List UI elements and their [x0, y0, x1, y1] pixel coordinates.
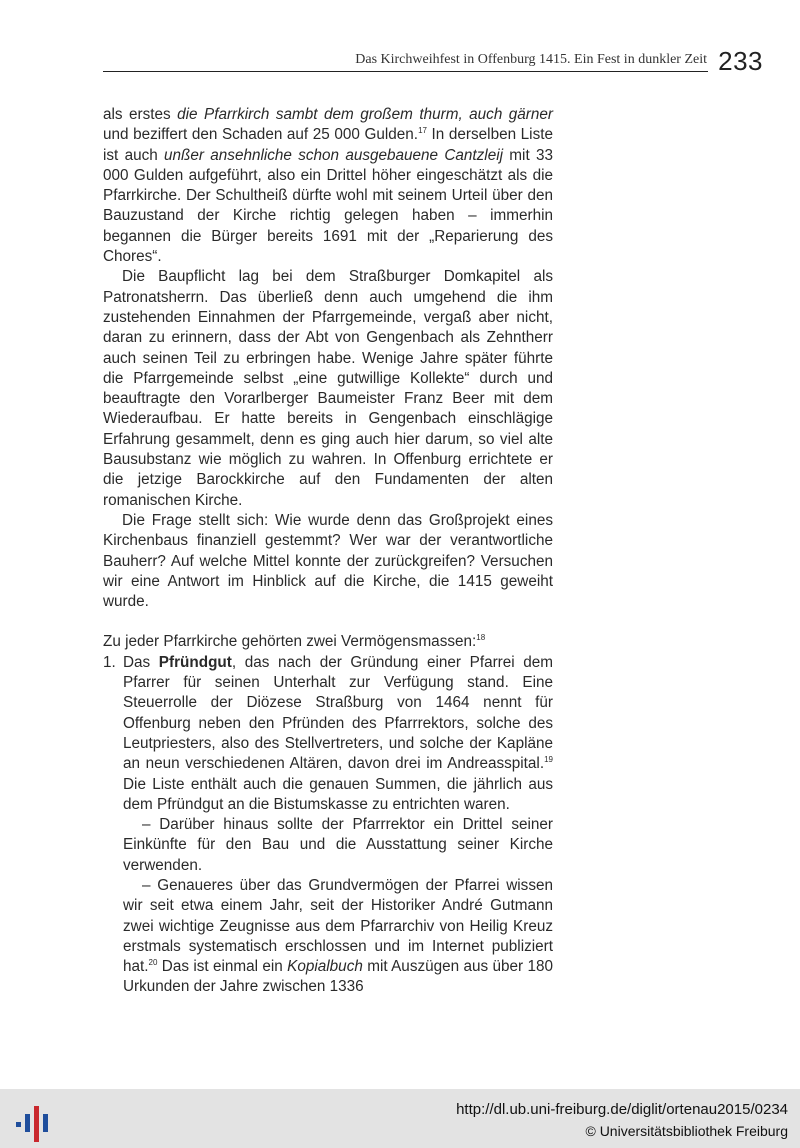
sub-paragraph-2: – Genaueres über das Grundvermögen der Pfarrei wissen wir seit etwa einem Jahr, seit der Historiker André Gutmann zwei wichtige Zeugnisse aus dem Pfarrarchiv von Heilig Kreuz erstmals systematisch erschlossen und im Internet publiziert hat.$^{20}$ Das ist einmal ein Kopialbuch mit Auszügen aus über 180 Urkunden der Jahre zwischen 1336	[123, 876, 553, 996]
list-item-text: Das Pfründgut, das nach der Gründung einer Pfarrei dem Pfarrer für seinen Unterhalt zur Verfügung stand. Eine Steuerrolle der Diözese Straßburg von 1464 nennt für Offenburg neben den Pfründen des Pfarrrektors, solche des Leutpriesters, also des Stellvertreters, und solche der Kapläne an neun verschiedenen Altären, davon drei im Andreasspital.$^{19}$ Die Liste enthält auch die genauen Summen, die jährlich aus dem Pfründgut an die Bistumskasse zu entrichten waren.	[123, 653, 554, 813]
paragraph-2: Die Baupflicht lag bei dem Straßburger Domkapitel als Patronatsherrn. Das überließ denn auch umgehend die ihm zustehenden Einnahmen der Pfarrgemeinde, vergaß aber nicht, daran zu erinnern, dass der Abt von Gengenbach als Zehntherr auch seinen Teil zu erbringen habe. Wenige Jahre später führte die Pfarrgemeinde selbst „eine gutwillige Kollekte“ durch und beauftragte den Vorarlberger Baumeister Franz Beer mit dem Wiederaufbau. Er hatte bereits in Gengenbach einschlägige Erfahrung gesammelt, denn es ging auch hier darum, so viel alte Bausubstanz wie möglich zu wahren. In Offenburg errichtete er die jetzige Barockkirche auf den Fundamenten der alten romanischen Kirche.	[103, 268, 553, 509]
list-item-1	[103, 653, 553, 815]
term-bold: Pfründgut	[158, 653, 232, 671]
ub-freiburg-logo-icon	[16, 1102, 50, 1142]
page-number: 233	[718, 46, 763, 76]
header-rule	[103, 71, 708, 72]
footer-bar	[0, 1089, 800, 1148]
copyright-notice: © Universitätsbibliothek Freiburg	[585, 1123, 788, 1139]
source-url-link[interactable]: http://dl.ub.uni-freiburg.de/diglit/ortenau2015/0234	[456, 1101, 788, 1118]
footnote-ref: 17	[418, 126, 427, 136]
paragraph-1: als erstes die Pfarrkirch sambt dem großem thurm, auch gärner und beziffert den Schaden auf 25 000 Gulden.$^{17}$ In derselben Liste ist auch unßer ansehnliche schon ausgebauene Cantzleij mit 33 000 Gulden aufgeführt, also ein Drittel höher eingeschätzt als die Pfarrkirche. Der Schultheiß dürfte wohl mit seinem Urteil über den Bauzustand der Kirche richtig gelegen haben – immerhin begannen die Bürger bereits 1691 mit der „Reparierung des Chores“.	[103, 106, 553, 266]
body-text	[103, 105, 553, 998]
quote-italic: die Pfarrkirch sambt dem großem thurm, auch gärner	[177, 106, 553, 123]
paragraph-gap	[103, 612, 553, 632]
sub-paragraph-1: – Darüber hinaus sollte der Pfarrrektor ein Drittel seiner Einkünfte für den Bau und die Ausstattung seiner Kirche verwenden.	[123, 816, 553, 874]
quote-italic: unßer ansehnliche schon ausgebauene Cantzleij	[164, 146, 504, 164]
running-title: Das Kirchweihfest in Offenburg 1415. Ein Fest in dunkler Zeit	[355, 52, 707, 67]
paragraph-4: Zu jeder Pfarrkirche gehörten zwei Vermögensmassen:$^{18}$	[103, 633, 486, 651]
term-italic: Kopialbuch	[287, 958, 363, 976]
list-number: 1.	[103, 653, 116, 671]
footnote-ref: 19	[544, 755, 553, 765]
paragraph-3: Die Frage stellt sich: Wie wurde denn das Großprojekt eines Kirchenbaus finanziell gestemmt? Wer war der verantwortliche Bauherr? Auf welche Mittel konnte der zurückgreifen? Versuchen wir eine Antwort im Hinblick auf die Kirche, die 1415 geweiht wurde.	[103, 511, 553, 611]
footnote-ref: 18	[476, 633, 486, 643]
footnote-ref: 20	[148, 958, 158, 968]
